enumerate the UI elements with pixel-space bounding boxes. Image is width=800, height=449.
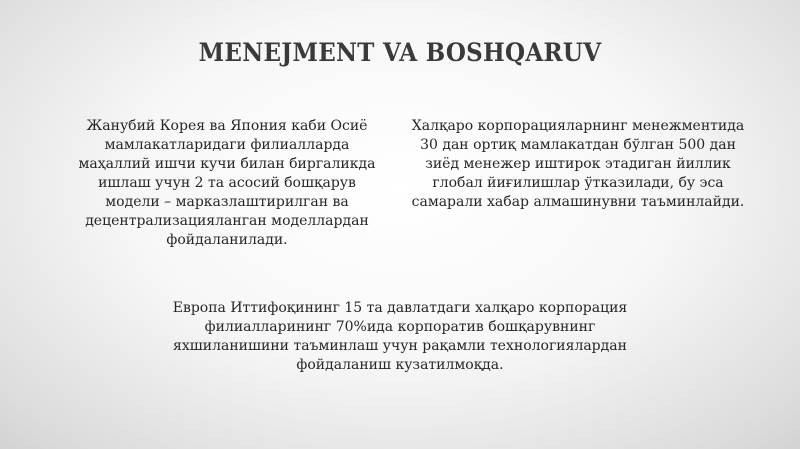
slide-title: MENEJMENT VA BOSHQARUV [198, 38, 602, 67]
right-text-block: Халқаро корпорацияларнинг менежментида 30 дан ортиқ мамлакатдан бўлган 500 дан зиёд менежер иштирок этадиган йиллик глобал йиғилишлар ўтказилади, бу эса самарали хабар алмашинувни таъминлайди. [411, 118, 745, 210]
bottom-text-block: Европа Иттифоқининг 15 та давлатдаги халқаро корпорация филиалларининг 70%ида корпоратив бошқарувнинг яхшиланишини таъминлаш учун рақамли технологиялардан фойдаланиш кузатилмоқда. [172, 300, 628, 373]
left-text-block: Жанубий Корея ва Япония каби Осиё мамлакатларидаги филиалларда маҳаллий ишчи кучи билан биргаликда ишлаш учун 2 та асосий бошқарув модели – марказлаштирилган ва децентрализацияланган моделлардан фойдаланилади. [78, 118, 376, 248]
